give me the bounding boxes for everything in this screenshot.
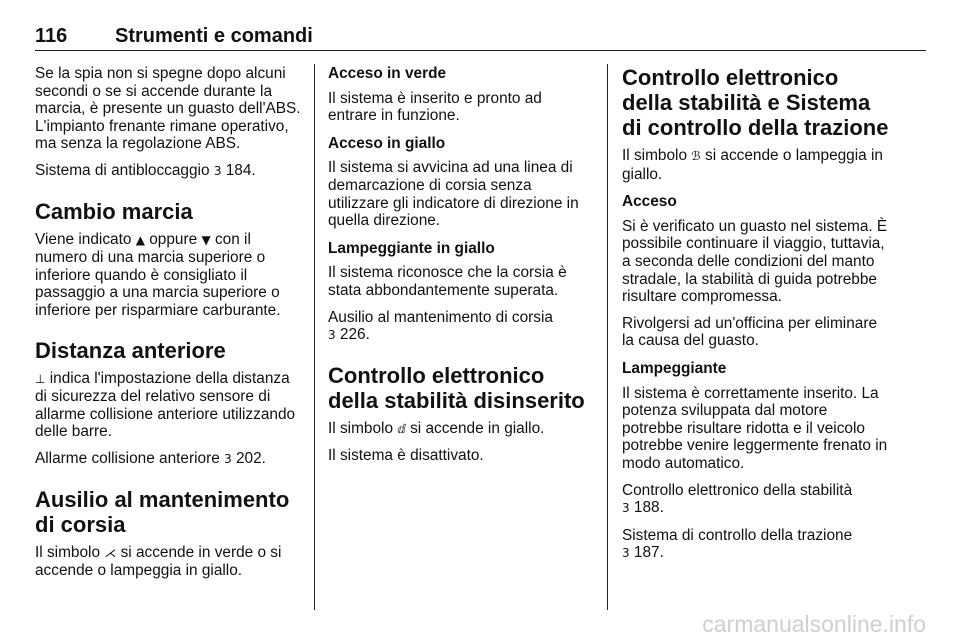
- heading-yellow-flash: Lampeggiante in giallo: [328, 239, 495, 257]
- column-divider-2: [607, 64, 608, 610]
- heading-front-distance: Distanza anteriore: [35, 337, 226, 363]
- column-3: [622, 65, 892, 572]
- page-ref-icon: 3: [622, 501, 630, 516]
- page-number: 116: [35, 25, 68, 47]
- heading-flashing: Lampeggiante: [622, 359, 727, 377]
- down-arrow-icon: ▼: [201, 232, 211, 247]
- esc-off-symbol-paragraph: Il simbolo ⅆ si accende in giallo.: [328, 419, 545, 437]
- lane-reference: Ausilio al mantenimento di corsia 3 226.: [328, 308, 553, 344]
- abs-reference: Sistema di antibloccaggio 3 184.: [35, 161, 256, 179]
- column-1: [35, 65, 305, 589]
- green-paragraph: Il sistema è inserito e pronto ad entrare in funzione.: [328, 89, 542, 125]
- fault-paragraph: Si è verificato un guasto nel sistema. È possibile continuare il viaggio, tuttavia, a seconda delle condizioni del manto stradale, la stabilità di guida potrebbe risultare compromessa.: [622, 217, 888, 306]
- page-ref-icon: 3: [213, 163, 222, 178]
- heading-gear-change: Cambio marcia: [35, 198, 193, 224]
- page-ref-icon: 3: [328, 328, 336, 343]
- workshop-paragraph: Rivolgersi ad un'officina per eliminare la causa del guasto.: [622, 314, 878, 350]
- esc-off-paragraph: Il sistema è disattivato.: [328, 447, 484, 465]
- up-arrow-icon: ▲: [135, 232, 145, 247]
- page-ref-icon: 3: [224, 451, 232, 466]
- distance-icon: ⊥: [35, 371, 46, 386]
- tc-reference: Sistema di controllo della trazione 3 187.: [622, 526, 853, 562]
- collision-reference: Allarme collisione anteriore 3 202.: [35, 449, 266, 467]
- abs-paragraph: Se la spia non si spegne dopo alcuni secondi o se si accende durante la marcia, è presente un guasto dell'ABS. L'impianto frenante rimane operativo, ma senza la regolazione ABS.: [35, 65, 301, 153]
- active-paragraph: Il sistema è correttamente inserito. La potenza sviluppata dal motore potrebbe risultare ridotta e il veicolo potrebbe venire leggermente frenato in modo automatico.: [622, 384, 888, 472]
- column-divider-1: [314, 64, 315, 610]
- esc-off-icon: ⅆ: [397, 421, 406, 436]
- watermark: carmanualsonline.info: [702, 611, 926, 637]
- heading-yellow-on: Acceso in giallo: [328, 134, 446, 152]
- section-title: Strumenti e comandi: [115, 25, 313, 47]
- flash-paragraph: Il sistema riconosce che la corsia è stata abbondantemente superata.: [328, 264, 567, 299]
- esc-icon: ℬ: [691, 149, 701, 163]
- heading-esc-off: Controllo elettronico della stabilità disinserito: [328, 362, 585, 413]
- heading-green-on: Acceso in verde: [328, 65, 447, 82]
- page-ref-icon: 3: [622, 546, 630, 561]
- distance-paragraph: ⊥ indica l'impostazione della distanza di sicurezza del relativo sensore di allarme collisione anteriore utilizzando delle barre.: [35, 369, 296, 441]
- column-2: [328, 65, 593, 474]
- lane-paragraph: Il simbolo ⋌ si accende in verde o si accende o lampeggia in giallo.: [35, 543, 282, 580]
- heading-lane-assist: Ausilio al mantenimento di corsia: [35, 486, 290, 537]
- esc-reference: Controllo elettronico della stabilità 3 188.: [622, 481, 853, 517]
- heading-esc-tc: Controllo elettronico della stabilità e Sistema di controllo della trazione: [622, 65, 889, 140]
- gear-paragraph: Viene indicato ▲ oppure ▼ con il numero di una marcia superiore o inferiore quando è consigliato il passaggio a una marcia superiore o inferiore per risparmiare carburante.: [35, 230, 281, 319]
- page-header: [35, 0, 926, 51]
- esc-symbol-paragraph: Il simbolo ℬ si accende o lampeggia in giallo.: [622, 147, 883, 183]
- heading-on: Acceso: [622, 193, 677, 211]
- yellow-paragraph: Il sistema si avvicina ad una linea di demarcazione di corsia senza utilizzare gli indicatore di direzione in quella direzione.: [328, 159, 579, 230]
- lane-assist-icon: ⋌: [104, 545, 117, 560]
